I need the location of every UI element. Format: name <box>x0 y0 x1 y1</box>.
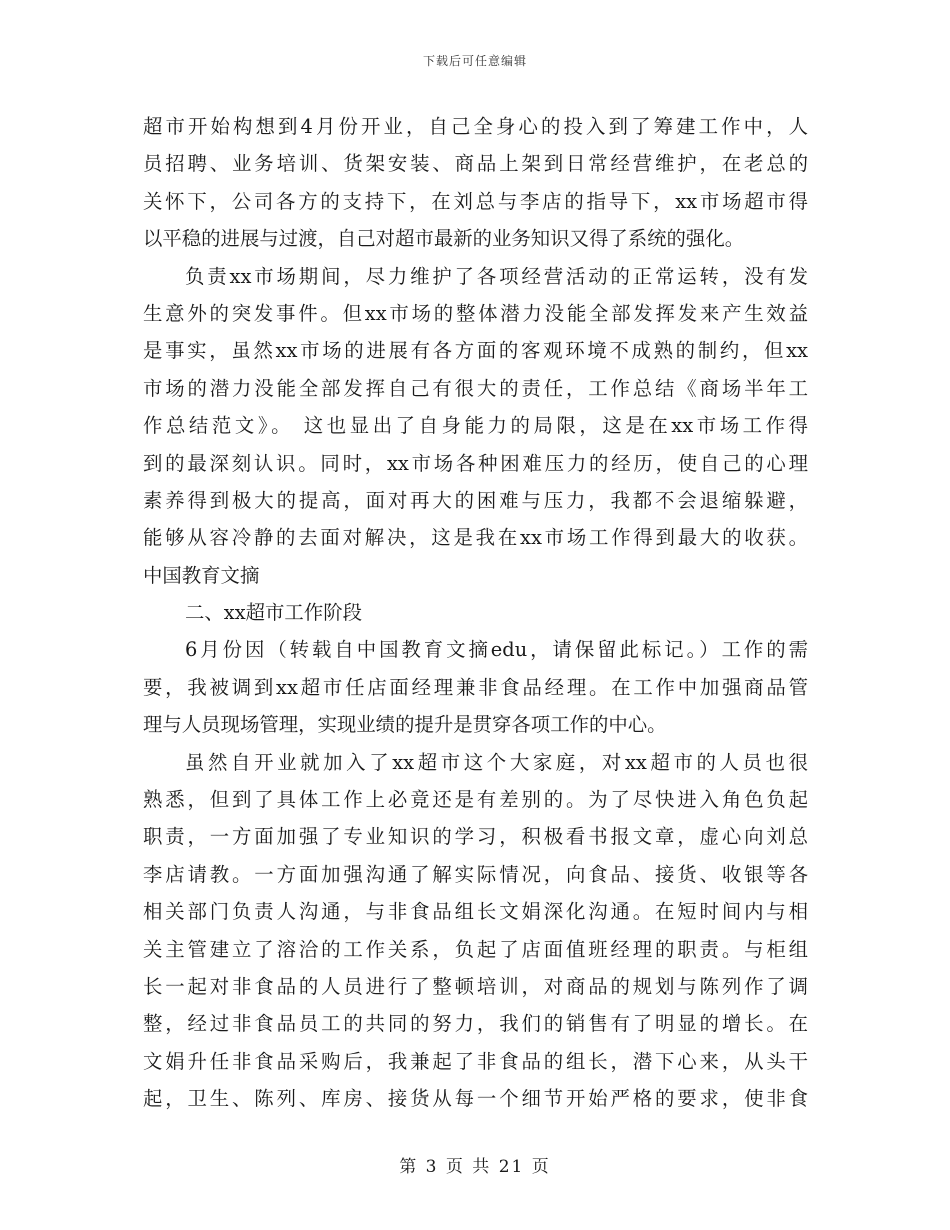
text-line: 整，经过非食品员工的共同的努力，我们的销售有了明显的增长。在 <box>143 1012 808 1036</box>
text-line: 熟悉，但到了具体工作上必竟还是有差别的。为了尽快进入角色负起 <box>143 788 808 812</box>
text-line: 虽然自开业就加入了xx超市这个大家庭，对xx超市的人员也很 <box>185 750 808 774</box>
text-line: 能够从容冷静的去面对解决，这是我在xx市场工作得到最大的收获。 <box>143 526 808 550</box>
text-line: 作总结范文》。 这也显出了自身能力的局限，这是在xx市场工作得 <box>143 414 808 438</box>
text-line: 生意外的突发事件。但xx市场的整体潜力没能全部发挥发来产生效益 <box>143 301 808 325</box>
document-body <box>143 108 808 1118</box>
text-line: 起，卫生、陈列、库房、接货从每一个细节开始严格的要求，使非食 <box>143 1087 808 1111</box>
text-line: 市场的潜力没能全部发挥自己有很大的责任，工作总结《商场半年工 <box>143 376 808 400</box>
text-line: 到的最深刻认识。同时，xx市场各种困难压力的经历，使自己的心理 <box>143 451 808 475</box>
text-line: 以平稳的进展与过渡，自己对超市最新的业务知识又得了系统的强化。 <box>143 227 745 251</box>
page-footer: 第 3 页 共 21 页 <box>399 1157 551 1177</box>
text-line: 员招聘、业务培训、货架安装、商品上架到日常经营维护，在老总的 <box>143 152 808 176</box>
text-line: 长一起对非食品的人员进行了整顿培训，对商品的规划与陈列作了调 <box>143 974 808 998</box>
text-line: 二、xx超市工作阶段 <box>185 601 362 625</box>
text-line: 文娟升任非食品采购后，我兼起了非食品的组长，潜下心来，从头干 <box>143 1049 808 1073</box>
text-line: 6月份因（转载自中国教育文摘edu，请保留此标记。）工作的需 <box>185 638 808 662</box>
text-line: 超市开始构想到4月份开业，自己全身心的投入到了筹建工作中，人 <box>143 115 808 138</box>
text-line: 职责，一方面加强了专业知识的学习，积极看书报文章，虚心向刘总 <box>143 825 808 849</box>
text-line: 关怀下，公司各方的支持下，在刘总与李店的指导下，xx市场超市得 <box>143 189 808 213</box>
text-line: 素养得到极大的提高，面对再大的困难与压力，我都不会退缩躲避， <box>143 488 808 512</box>
text-line: 关主管建立了溶洽的工作关系，负起了店面值班经理的职责。与柜组 <box>143 937 808 961</box>
text-line: 负责xx市场期间，尽力维护了各项经营活动的正常运转，没有发 <box>185 264 808 288</box>
text-line: 相关部门负责人沟通，与非食品组长文娟深化沟通。在短时间内与相 <box>143 900 808 924</box>
text-line: 李店请教。一方面加强沟通了解实际情况，向食品、接货、收银等各 <box>143 862 808 886</box>
text-line: 是事实，虽然xx市场的进展有各方面的客观环境不成熟的制约，但xx <box>143 339 808 363</box>
page-header: 下载后可任意编辑 <box>422 54 527 68</box>
text-line: 要，我被调到xx超市任店面经理兼非食品经理。在工作中加强商品管 <box>143 675 808 699</box>
text-line: 理与人员现场管理，实现业绩的提升是贯穿各项工作的中心。 <box>143 713 667 737</box>
text-line: 中国教育文摘 <box>143 563 260 587</box>
